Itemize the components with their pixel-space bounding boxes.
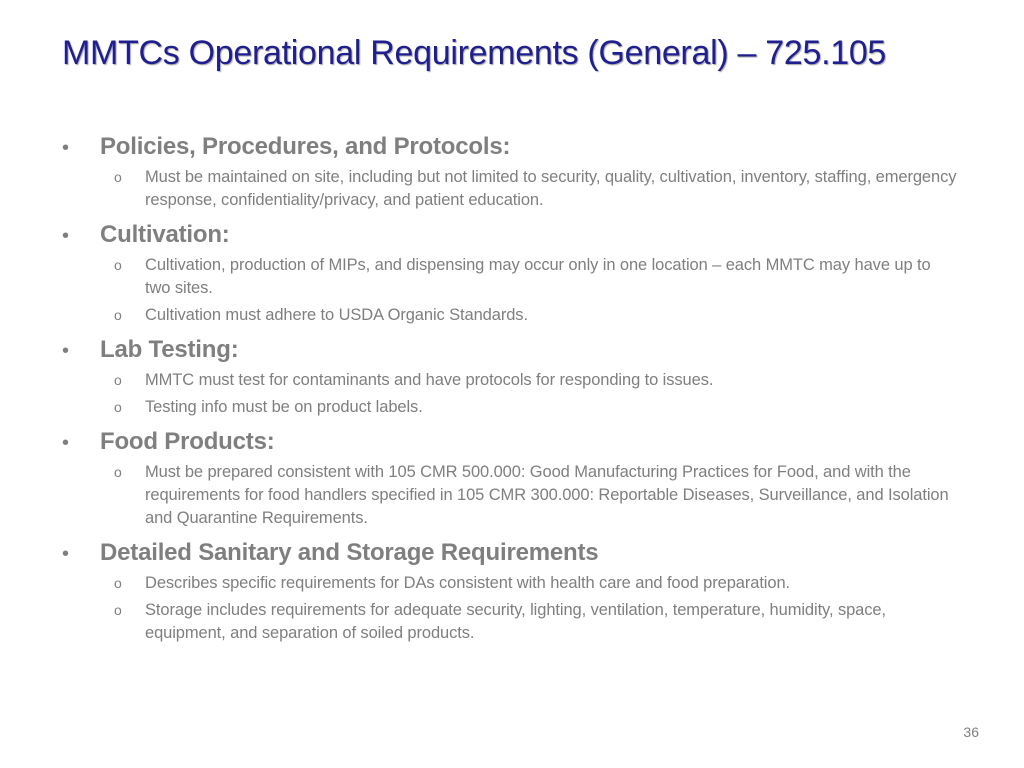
section-label: Detailed Sanitary and Storage Requirements — [100, 539, 599, 566]
bullet-icon: • — [62, 543, 70, 565]
section-cultivation — [60, 218, 960, 327]
circle-bullet-icon: o — [114, 575, 122, 591]
section-heading — [60, 218, 960, 252]
sub-list — [60, 254, 960, 327]
list-item — [60, 304, 960, 327]
sub-list — [60, 461, 960, 530]
list-item-text: Must be prepared consistent with 105 CMR 500.000: Good Manufacturing Practices for Food, and with the requirements for food handlers specified in 105 CMR 300.000: Reportable Diseases, Surveillance, and Isolation and Quarantine Requirements. — [145, 463, 949, 527]
circle-bullet-icon: o — [114, 602, 122, 618]
section-sanitary-storage — [60, 536, 960, 645]
section-heading — [60, 536, 960, 570]
circle-bullet-icon: o — [114, 257, 122, 273]
list-item-text: Describes specific requirements for DAs consistent with health care and food preparation. — [145, 574, 791, 592]
bullet-icon: • — [62, 225, 70, 247]
circle-bullet-icon: o — [114, 464, 122, 480]
bullet-icon: • — [62, 432, 70, 454]
sub-list — [60, 369, 960, 419]
section-food-products — [60, 425, 960, 530]
list-item — [60, 572, 960, 595]
list-item-text: Cultivation, production of MIPs, and dispensing may occur only in one location – each MMTC may have up to two sites. — [145, 256, 931, 297]
circle-bullet-icon: o — [114, 372, 122, 388]
bullet-icon: • — [62, 137, 70, 159]
section-lab-testing — [60, 333, 960, 419]
sub-list — [60, 572, 960, 645]
circle-bullet-icon: o — [114, 169, 122, 185]
section-heading — [60, 425, 960, 459]
circle-bullet-icon: o — [114, 399, 122, 415]
section-label: Lab Testing: — [100, 336, 239, 363]
list-item — [60, 396, 960, 419]
slide-title: MMTCs Operational Requirements (General) – 725.105 — [62, 34, 887, 72]
list-item-text: Cultivation must adhere to USDA Organic Standards. — [145, 306, 528, 324]
section-label: Cultivation: — [100, 221, 230, 248]
bullet-icon: • — [62, 340, 70, 362]
list-item-text: MMTC must test for contaminants and have protocols for responding to issues. — [145, 371, 714, 389]
section-label: Food Products: — [100, 428, 275, 455]
list-item — [60, 599, 960, 645]
section-policies — [60, 130, 960, 212]
slide-body — [60, 124, 960, 649]
list-item — [60, 254, 960, 300]
list-item-text: Storage includes requirements for adequate security, lighting, ventilation, temperature, humidity, space, equipment, and separation of soiled products. — [145, 601, 886, 642]
circle-bullet-icon: o — [114, 307, 122, 323]
list-item — [60, 461, 960, 530]
sub-list — [60, 166, 960, 212]
list-item-text: Testing info must be on product labels. — [145, 398, 423, 416]
section-heading — [60, 130, 960, 164]
section-label: Policies, Procedures, and Protocols: — [100, 133, 511, 160]
list-item-text: Must be maintained on site, including but not limited to security, quality, cultivation, inventory, staffing, emergency response, confidentiality/privacy, and patient education. — [145, 168, 957, 209]
page-number: 36 — [963, 724, 979, 740]
list-item — [60, 166, 960, 212]
list-item — [60, 369, 960, 392]
section-heading — [60, 333, 960, 367]
